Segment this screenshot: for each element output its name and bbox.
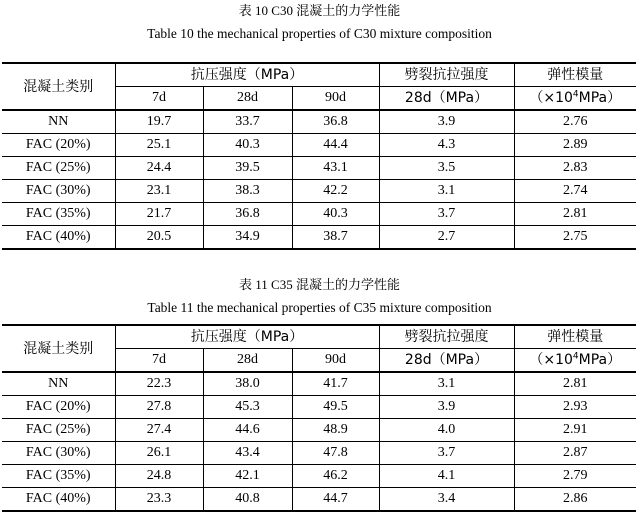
row-label: NN xyxy=(2,372,115,396)
elastic-modulus-cell: 2.86 xyxy=(514,488,636,512)
split-tensile-cell: 3.7 xyxy=(379,442,514,465)
day-90-header: 90d xyxy=(292,349,379,373)
strength-28d-cell: 34.9 xyxy=(203,226,292,250)
elastic-modulus-cell: 2.79 xyxy=(514,465,636,488)
elastic-modulus-unit xyxy=(514,87,636,111)
row-label: FAC (20%) xyxy=(2,134,115,157)
split-tensile-header: 劈裂抗拉强度 xyxy=(379,63,514,87)
table-row xyxy=(2,465,636,488)
table-row xyxy=(2,396,636,419)
table-10-caption-cn: 表 10 C30 混凝土的力学性能 xyxy=(238,3,401,18)
row-label: FAC (25%) xyxy=(2,419,115,442)
strength-7d-cell: 24.4 xyxy=(115,157,203,180)
row-label: FAC (30%) xyxy=(2,180,115,203)
category-header: 混凝土类别 xyxy=(2,325,115,372)
modulus-unit-prefix: （×10 xyxy=(529,90,573,106)
elastic-modulus-cell: 2.87 xyxy=(514,442,636,465)
split-tensile-cell: 3.1 xyxy=(379,372,514,396)
row-label: FAC (25%) xyxy=(2,157,115,180)
strength-7d-cell: 26.1 xyxy=(115,442,203,465)
strength-28d-cell: 40.3 xyxy=(203,134,292,157)
modulus-unit-suffix: MPa） xyxy=(578,90,622,106)
strength-28d-cell: 38.3 xyxy=(203,180,292,203)
split-tensile-cell: 4.3 xyxy=(379,134,514,157)
strength-28d-cell: 38.0 xyxy=(203,372,292,396)
strength-28d-cell: 43.4 xyxy=(203,442,292,465)
strength-90d-cell: 41.7 xyxy=(292,372,379,396)
table-row xyxy=(2,134,636,157)
table-10 xyxy=(2,62,636,250)
split-tensile-cell: 3.9 xyxy=(379,110,514,134)
strength-90d-cell: 49.5 xyxy=(292,396,379,419)
table-row xyxy=(2,419,636,442)
elastic-modulus-cell: 2.81 xyxy=(514,203,636,226)
strength-90d-cell: 36.8 xyxy=(292,110,379,134)
row-label: FAC (35%) xyxy=(2,203,115,226)
split-tensile-cell: 4.0 xyxy=(379,419,514,442)
strength-7d-cell: 19.7 xyxy=(115,110,203,134)
split-tensile-cell: 3.5 xyxy=(379,157,514,180)
elastic-modulus-header: 弹性模量 xyxy=(514,63,636,87)
table-row xyxy=(2,110,636,134)
table-row xyxy=(2,226,636,250)
split-tensile-unit: 28d（MPa） xyxy=(379,87,514,111)
table-row xyxy=(2,488,636,512)
split-tensile-cell: 3.4 xyxy=(379,488,514,512)
row-label: FAC (30%) xyxy=(2,442,115,465)
day-90-header: 90d xyxy=(292,87,379,111)
strength-28d-cell: 44.6 xyxy=(203,419,292,442)
table-row xyxy=(2,180,636,203)
strength-28d-cell: 40.8 xyxy=(203,488,292,512)
table-11 xyxy=(2,324,636,512)
strength-90d-cell: 42.2 xyxy=(292,180,379,203)
strength-90d-cell: 40.3 xyxy=(292,203,379,226)
strength-28d-cell: 33.7 xyxy=(203,110,292,134)
table-10-caption-en: Table 10 the mechanical properties of C30 mixture composition xyxy=(147,26,492,41)
strength-90d-cell: 48.9 xyxy=(292,419,379,442)
row-label: FAC (35%) xyxy=(2,465,115,488)
modulus-unit-exponent: 4 xyxy=(572,89,579,100)
day-28-header: 28d xyxy=(203,87,292,111)
table-11-caption-cn: 表 11 C35 混凝土的力学性能 xyxy=(239,277,400,292)
strength-90d-cell: 44.4 xyxy=(292,134,379,157)
elastic-modulus-cell: 2.74 xyxy=(514,180,636,203)
split-tensile-cell: 3.9 xyxy=(379,396,514,419)
strength-7d-cell: 23.1 xyxy=(115,180,203,203)
table-row xyxy=(2,442,636,465)
row-label: NN xyxy=(2,110,115,134)
category-header: 混凝土类别 xyxy=(2,63,115,110)
strength-7d-cell: 27.8 xyxy=(115,396,203,419)
row-label: FAC (40%) xyxy=(2,226,115,250)
strength-28d-cell: 36.8 xyxy=(203,203,292,226)
compressive-strength-header: 抗压强度（MPa） xyxy=(115,325,379,349)
elastic-modulus-cell: 2.89 xyxy=(514,134,636,157)
strength-28d-cell: 45.3 xyxy=(203,396,292,419)
elastic-modulus-unit xyxy=(514,349,636,373)
split-tensile-unit: 28d（MPa） xyxy=(379,349,514,373)
elastic-modulus-cell: 2.93 xyxy=(514,396,636,419)
strength-7d-cell: 22.3 xyxy=(115,372,203,396)
strength-7d-cell: 20.5 xyxy=(115,226,203,250)
modulus-unit-suffix: MPa） xyxy=(578,352,622,368)
day-28-header: 28d xyxy=(203,349,292,373)
split-tensile-cell: 3.7 xyxy=(379,203,514,226)
strength-7d-cell: 25.1 xyxy=(115,134,203,157)
strength-28d-cell: 39.5 xyxy=(203,157,292,180)
row-label: FAC (40%) xyxy=(2,488,115,512)
split-tensile-header: 劈裂抗拉强度 xyxy=(379,325,514,349)
elastic-modulus-cell: 2.83 xyxy=(514,157,636,180)
table-row xyxy=(2,203,636,226)
split-tensile-cell: 4.1 xyxy=(379,465,514,488)
split-tensile-cell: 3.1 xyxy=(379,180,514,203)
day-7-header: 7d xyxy=(115,349,203,373)
elastic-modulus-header: 弹性模量 xyxy=(514,325,636,349)
strength-7d-cell: 27.4 xyxy=(115,419,203,442)
elastic-modulus-cell: 2.75 xyxy=(514,226,636,250)
table-11-caption-en: Table 11 the mechanical properties of C35 mixture composition xyxy=(147,300,492,315)
table-row xyxy=(2,157,636,180)
day-7-header: 7d xyxy=(115,87,203,111)
modulus-unit-exponent: 4 xyxy=(572,351,579,362)
strength-7d-cell: 23.3 xyxy=(115,488,203,512)
split-tensile-cell: 2.7 xyxy=(379,226,514,250)
strength-90d-cell: 46.2 xyxy=(292,465,379,488)
strength-90d-cell: 43.1 xyxy=(292,157,379,180)
strength-7d-cell: 24.8 xyxy=(115,465,203,488)
elastic-modulus-cell: 2.81 xyxy=(514,372,636,396)
strength-7d-cell: 21.7 xyxy=(115,203,203,226)
strength-90d-cell: 38.7 xyxy=(292,226,379,250)
strength-28d-cell: 42.1 xyxy=(203,465,292,488)
strength-90d-cell: 47.8 xyxy=(292,442,379,465)
strength-90d-cell: 44.7 xyxy=(292,488,379,512)
table-row xyxy=(2,372,636,396)
elastic-modulus-cell: 2.91 xyxy=(514,419,636,442)
elastic-modulus-cell: 2.76 xyxy=(514,110,636,134)
row-label: FAC (20%) xyxy=(2,396,115,419)
modulus-unit-prefix: （×10 xyxy=(529,352,573,368)
compressive-strength-header: 抗压强度（MPa） xyxy=(115,63,379,87)
